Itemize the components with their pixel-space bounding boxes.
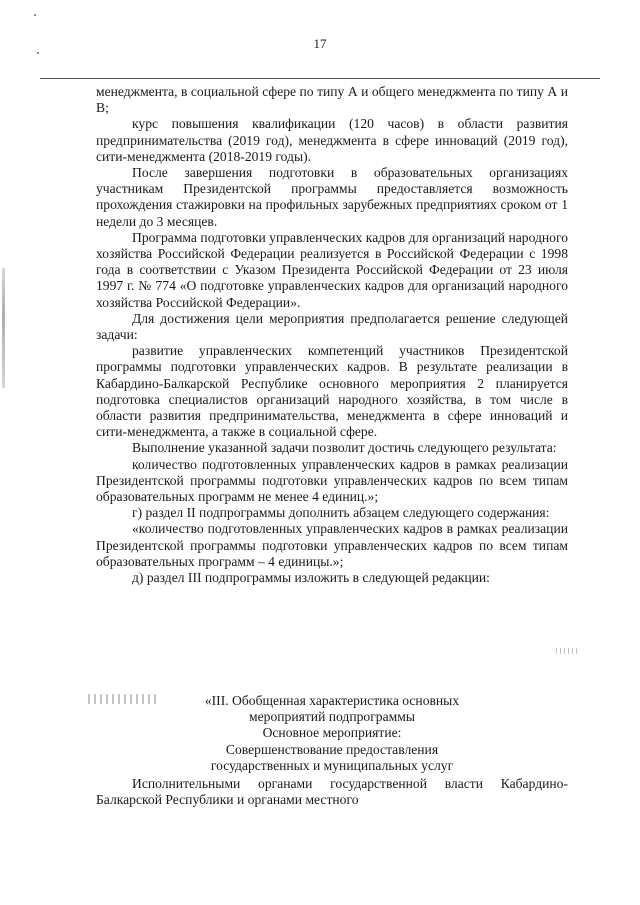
body-paragraph: курс повышения квалификации (120 часов) в области развития предпринимательства (2019 год), менеджмента в сфере инноваций (2019 год), сити-менеджмента (2018-2019 годы).	[96, 116, 568, 164]
body-paragraph: Исполнительными органами государственной власти Кабардино-Балкарской Республики и органами местного	[96, 776, 568, 808]
section-heading-line: Совершенствование предоставления	[225, 741, 439, 757]
body-paragraph: развитие управленческих компетенций участников Президентской программы подготовки управленческих кадров. В результате реализации в Кабардино-Балкарской Республике основного мероприятия 2 планируется подготовка специалистов организаций народного хозяйства, в том числе в области развития предпринимательства, менеджмента в сфере инноваций и сити-менеджмента, а также в социальной сфере.	[96, 343, 568, 440]
scan-edge-mark	[2, 268, 5, 388]
body-paragraph: Для достижения цели мероприятия предполагается решение следующей задачи:	[96, 310, 568, 343]
body-paragraph: Выполнение указанной задачи позволит достичь следующего результата:	[132, 440, 557, 456]
section-heading-line: «III. Обобщенная характеристика основных	[204, 693, 460, 708]
section-body	[96, 776, 568, 808]
section-heading-line: мероприятий подпрограммы	[249, 709, 415, 725]
header-rule	[40, 78, 600, 79]
section-heading-line: государственных и муниципальных услуг	[210, 757, 454, 773]
body-paragraph: После завершения подготовки в образовательных организациях участникам Президентской программы предоставляется возможность прохождения стажировки на профильных зарубежных предприятиях сроком от 1 недели до 3 месяцев.	[96, 165, 568, 229]
section-heading	[96, 693, 568, 774]
body-paragraph: Программа подготовки управленческих кадров для организаций народного хозяйства Российской Федерации реализуется в Российской Федерации с 1998 года в соответствии с Указом Президента Российской Федерации от 23 июля 1997 г. № 774 «О подготовке управленческих кадров для организаций народного хозяйства Российской Федерации».	[96, 229, 568, 310]
document-body	[96, 84, 568, 586]
scan-noise-right	[556, 648, 580, 654]
body-paragraph: менеджмента, в социальной сфере по типу А и общего менеджмента по типу А и В;	[96, 84, 568, 116]
scan-speck	[37, 52, 39, 54]
page-number: 17	[313, 36, 327, 51]
body-paragraph: г) раздел II подпрограммы дополнить абзацем следующего содержания:	[132, 505, 550, 521]
body-paragraph: д) раздел III подпрограммы изложить в следующей редакции:	[132, 570, 490, 586]
section-heading-line: Основное мероприятие:	[262, 725, 402, 741]
scan-speck	[34, 14, 36, 16]
body-paragraph: «количество подготовленных управленческих кадров в рамках реализации Президентской программы подготовки управленческих кадров по всем типам образовательных программ – 4 единицы.»;	[96, 521, 568, 569]
body-paragraph: количество подготовленных управленческих кадров в рамках реализации Президентской программы подготовки управленческих кадров по всем типам образовательных программ не менее 4 единиц.»;	[96, 456, 568, 505]
